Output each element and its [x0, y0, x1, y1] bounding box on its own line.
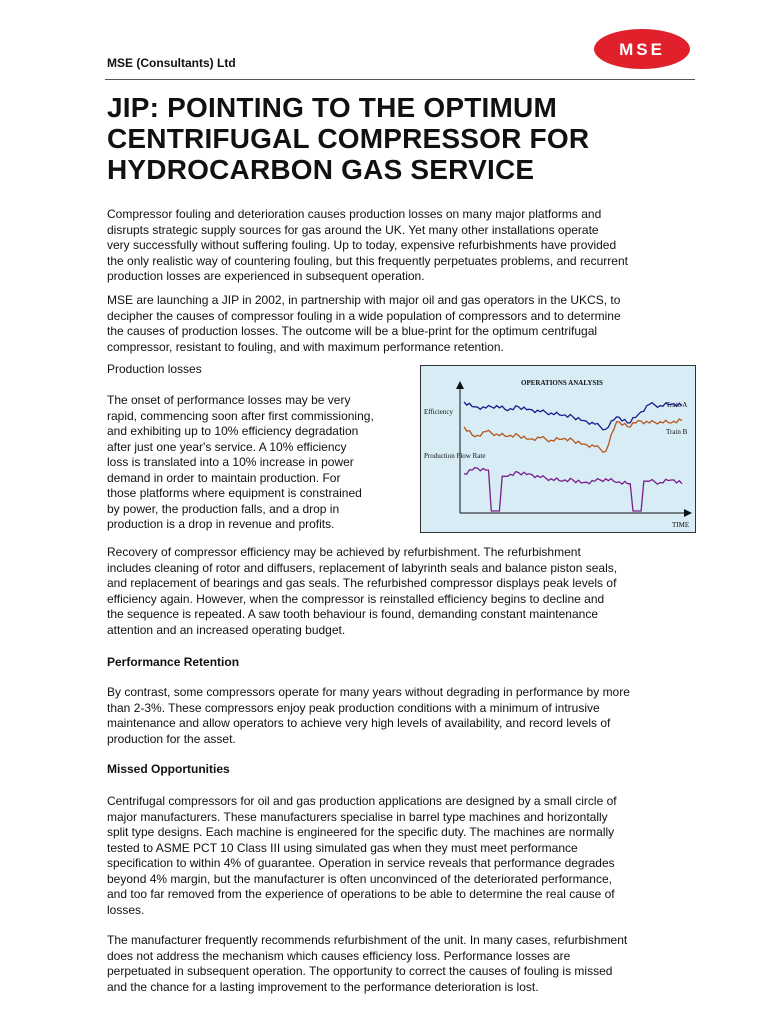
text-line: loss is translated into a 10% increase in power	[107, 455, 354, 469]
text-line: Centrifugal compressors for oil and gas production applications are designed by a small circle of	[107, 794, 617, 808]
text-line: rapid, commencing soon after first commissioning,	[107, 408, 374, 423]
text-line: the only realistic way of countering fouling, but this frequently perpetuates problems, and recurrent	[107, 253, 628, 268]
text-line: Recovery of compressor efficiency may be achieved by refurbishment. The refurbishment	[107, 545, 581, 559]
page-title	[107, 92, 707, 185]
mse-logo	[593, 28, 691, 70]
text-line: after just one year's service. A 10% efficiency	[107, 439, 347, 454]
text-line: major manufacturers. These manufacturers specialise in barrel type machines and horizontally	[107, 809, 608, 824]
text-line: than 2-3%. These compressors enjoy peak production conditions with a minimum of intrusive	[107, 700, 600, 715]
recovery-paragraph	[107, 545, 699, 638]
text-line: efficiency again. However, when the compressor is reinstalled efficiency begins to decline and	[107, 591, 605, 606]
text-line: maintenance and allow operators to achieve very high levels of availability, and record levels of	[107, 716, 611, 730]
text-line: attention and an increased operating budget.	[107, 622, 346, 637]
header-divider	[105, 79, 695, 80]
text-line: does not address the mechanism which causes efficiency loss. Performance losses are	[107, 948, 571, 963]
production-losses-paragraph	[107, 393, 407, 533]
logo-text: MSE	[619, 40, 665, 59]
text-line: production losses are experienced in subsequent operation.	[107, 269, 425, 283]
text-line: by power, the production falls, and a drop in	[107, 501, 340, 516]
text-line: The onset of performance losses may be very	[107, 393, 351, 407]
text-line: Compressor fouling and deterioration causes production losses on many major platforms and	[107, 207, 602, 221]
text-line: very successfully without suffering fouling. Up to today, expensive refurbishments have provided	[107, 238, 617, 252]
text-line: By contrast, some compressors operate for many years without degrading in performance by more	[107, 685, 630, 699]
text-line: decipher the causes of compressor fouling in a wide population of compressors and to determine	[107, 308, 621, 323]
intro-paragraph	[107, 207, 699, 285]
text-line: The manufacturer frequently recommends refurbishment of the unit. In many cases, refurbishment	[107, 933, 628, 947]
text-line: tested to ASME PCT 10 Class III using simulated gas when they must meet performance	[107, 840, 578, 855]
text-line: the sequence is repeated. A saw tooth behaviour is found, demanding constant maintenance	[107, 607, 599, 621]
chart-title: OPERATIONS ANALYSIS	[521, 379, 603, 387]
company-name: MSE (Consultants) Ltd	[107, 56, 236, 70]
production-losses-heading: Production losses	[107, 362, 202, 376]
text-line: and exhibiting up to 10% efficiency degradation	[107, 424, 359, 438]
x-label-time: TIME	[672, 521, 690, 529]
text-line: production is a drop in revenue and profits.	[107, 517, 335, 531]
y-label-production-flow-rate: Production Flow Rate	[424, 452, 486, 460]
text-line: and replacement of bearings and gas seals. The refurbished compressor displays peak levels of	[107, 576, 617, 590]
text-line: compressor, resistant to fouling, and with maximum performance retention.	[107, 339, 504, 354]
operations-analysis-chart	[420, 365, 696, 533]
text-line: those platforms where equipment is constrained	[107, 486, 362, 500]
text-line: and the chance for a lasting improvement to the performance deterioration is lost.	[107, 979, 539, 994]
performance-retention-paragraph	[107, 685, 699, 747]
text-line: and too far removed from the experience of operations to be able to determine the real cause of	[107, 887, 615, 901]
text-line: beyond 4% margin, but the manufacturer is often unconvinced of the deteriorated performance,	[107, 871, 612, 886]
text-line: production for the asset.	[107, 731, 236, 746]
title-line: HYDROCARBON GAS SERVICE	[107, 154, 535, 185]
text-line: demand in order to maintain production. For	[107, 470, 341, 485]
chart-background	[421, 366, 696, 533]
legend-train-a: Train A	[666, 401, 688, 409]
legend-train-b: Train B	[666, 428, 688, 436]
text-line: MSE are launching a JIP in 2002, in partnership with major oil and gas operators in the UKCS, to	[107, 293, 621, 307]
text-line: the causes of production losses. The outcome will be a blue-print for the optimum centrifugal	[107, 324, 598, 338]
text-line: includes cleaning of rotor and diffusers, replacement of labyrinth seals and balance piston seals,	[107, 560, 618, 575]
refurbishment-paragraph	[107, 933, 699, 995]
text-line: losses.	[107, 902, 145, 917]
performance-retention-heading: Performance Retention	[107, 655, 240, 669]
y-label-efficiency: Efficiency	[424, 408, 454, 416]
text-line: split type designs. Each machine is engineered for the specific duty. The machines are normally	[107, 825, 615, 839]
text-line: disrupts strategic supply sources for gas around the UK. Yet many other installations operate	[107, 222, 599, 237]
jip-paragraph	[107, 293, 699, 355]
title-line: JIP: POINTING TO THE OPTIMUM	[107, 92, 557, 123]
title-line: CENTRIFUGAL COMPRESSOR FOR	[107, 123, 590, 154]
text-line: specification to within 4% of guarantee. Operation in service reveals that performance degrades	[107, 856, 615, 870]
missed-opportunities-heading: Missed Opportunities	[107, 762, 230, 776]
text-line: perpetuated in subsequent operation. The opportunity to correct the causes of fouling is missed	[107, 964, 613, 978]
missed-opportunities-paragraph	[107, 794, 699, 918]
